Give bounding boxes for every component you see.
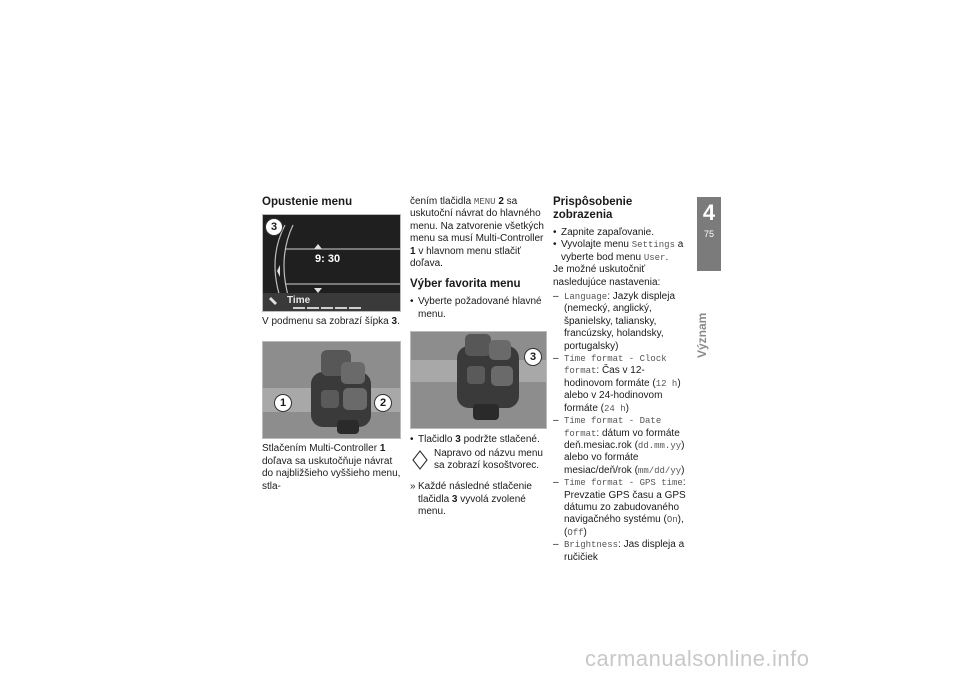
para-continuation: čením tlačidla MENU 2 sa uskutoční návrat do hlavného menu. Na zatvorenie všetkých menu sa musí Multi-Controller 1 v hlavnom menu stlačiť doľava.	[410, 196, 544, 270]
list-item: – Time format - Clock format: Čas v 12-hodinovom formáte (12 h) alebo v 24-hodinovom formáte (24 h)	[553, 353, 691, 415]
display-label: Time	[287, 295, 311, 306]
result-note: Napravo od názvu menu sa zobrazí kosoštvorec.	[410, 448, 546, 473]
column-3	[553, 196, 691, 564]
list-item: • Tlačidlo 3 podržte stlačené.	[410, 434, 546, 446]
column-2	[410, 196, 546, 519]
callout-3-marker: 3	[265, 218, 283, 236]
controller-figure-2	[410, 331, 547, 429]
list-item: • Zapnite zapaľovanie.	[553, 227, 691, 239]
display-time-value: 9: 30	[315, 253, 341, 265]
customize-steps	[553, 227, 691, 264]
controller-figure-1	[262, 341, 401, 439]
favorite-steps-2	[410, 434, 546, 446]
list-item: – Time format - GPS time: Prevzatie GPS času a GPS dátumu zo zabudovaného navigačného systému (On), (Off)	[553, 477, 691, 539]
intro-settings: Je možné uskutočniť nasledujúce nastavenia:	[553, 264, 661, 288]
page-number: 75	[703, 229, 714, 239]
watermark: carmanualsonline.info	[585, 646, 810, 671]
para-controller-left: Stlačením Multi-Controller 1 doľava sa uskutočňuje návrat do najbližšieho vyššieho menu, stla-	[262, 443, 401, 492]
heading-exit-menu: Opustenie menu	[262, 196, 353, 208]
heading-favorite-menu: Výber favorita menu	[410, 278, 521, 291]
callout-1: 1	[274, 394, 292, 412]
list-item: • Vyvolajte menu Settings a vyberte bod menu User.	[553, 239, 691, 264]
list-item: • Vyberte požadované hlavné menu.	[410, 296, 546, 321]
caption-display: V podmenu sa zobrazí šípka 3.	[262, 316, 400, 327]
column-1	[262, 196, 402, 493]
controller-illustration-2	[411, 332, 546, 428]
settings-list	[553, 291, 691, 564]
display-figure	[262, 214, 401, 312]
arrow-note: » Každé následné stlačenie tlačidla 3 vyvolá zvolené menu.	[410, 481, 532, 518]
callout-3: 3	[524, 348, 542, 366]
diamond-icon	[412, 450, 428, 470]
callout-2: 2	[374, 394, 392, 412]
list-item: – Brightness: Jas displeja a ručičiek	[553, 539, 691, 564]
heading-customize-display: Prispôsobenie zobrazenia	[553, 196, 633, 221]
list-item: – Language: Jazyk displeja (nemecký, anglický, španielsky, taliansky, francúzsky, holandsky, portugalsky)	[553, 291, 691, 353]
chapter-tab	[697, 197, 721, 271]
favorite-steps-1	[410, 296, 546, 321]
list-item: – Time format - Date format: dátum vo formáte deň.mesiac.rok (dd.mm.yy) alebo vo formáte mesiac/deň/rok (mm/dd/yy)	[553, 415, 691, 477]
controller-illustration	[263, 342, 400, 438]
section-title-vertical	[690, 300, 730, 360]
section-title-text: Význam	[695, 312, 709, 358]
chapter-number: 4	[702, 200, 716, 225]
